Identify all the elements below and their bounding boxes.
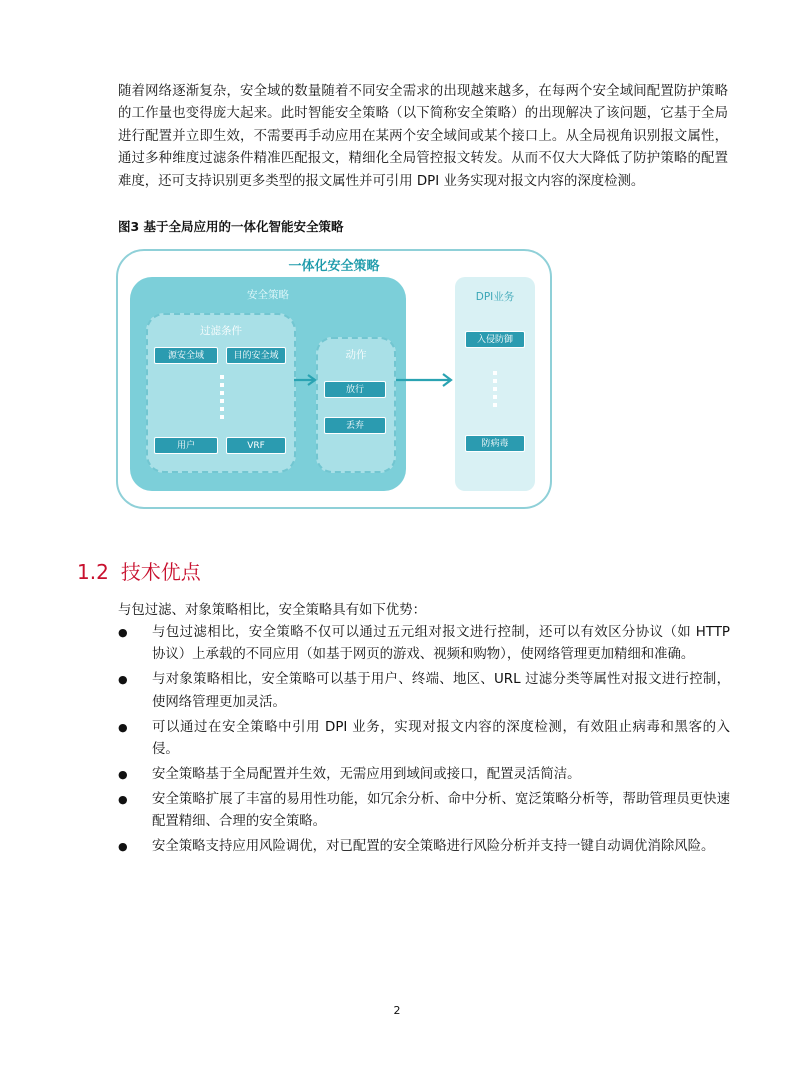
page-number: 2	[393, 1004, 401, 1017]
dpi-title: DPI业务	[475, 291, 515, 303]
body-paragraph: 随着网络逐渐复杂，安全域的数量随着不同安全需求的出现越来越多，在每两个安全域间配置防护策略的工作量也变得庞大起来。此时智能安全策略（以下简称安全策略）的出现解决了该问题，它基于全局进行配置并立即生效，不需要再手动应用在某两个安全域间或某个接口上。从全局视角识别报文属性，通过多种维度过滤条件精准匹配报文，精细化全局管控报文转发。从而不仅大大降低了防护策略的配置难度，还可支持识别更多类型的报文属性并可引用 DPI 业务实现对报文内容的深度检测。	[118, 84, 728, 189]
filter-chip-user: 用户	[154, 437, 218, 454]
list-item: ● 安全策略支持应用风险调优，对已配置的安全策略进行风险分析并支持一键自动调优消除风险。	[118, 836, 730, 858]
action-chip-permit: 放行	[324, 381, 386, 398]
action-title: 动作	[345, 349, 367, 361]
bullet-icon: ●	[118, 626, 128, 639]
filter-chip-dest-zone: 目的安全域	[226, 347, 286, 364]
bullet-icon: ●	[118, 720, 128, 734]
list-item: ● 安全策略扩展了丰富的易用性功能，如冗余分析、命中分析、宽泛策略分析等，帮助管理员更快速配置精细、合理的安全策略。	[118, 789, 730, 834]
figure-caption: 图3 基于全局应用的一体化智能安全策略	[118, 219, 344, 234]
advantages-list	[118, 622, 730, 861]
arrow-filter-to-action	[294, 375, 315, 385]
list-item: ● 与包过滤相比，安全策略不仅可以通过五元组对报文进行控制，还可以有效区分协议（如 HTTP 协议）上承载的不同应用（如基于网页的游戏、视频和购物），使网络管理更加精细和准确。	[118, 622, 730, 667]
outer-title: 一体化安全策略	[288, 259, 380, 274]
bullet-icon: ●	[118, 792, 128, 806]
bullet-icon: ●	[118, 673, 128, 687]
list-item: ● 可以通过在安全策略中引用 DPI 业务，实现对报文内容的深度检测，有效阻止病毒和黑客的入侵。	[118, 717, 730, 762]
policy-title: 安全策略	[247, 289, 289, 301]
list-item: ● 与对象策略相比，安全策略可以基于用户、终端、地区、URL 过滤分类等属性对报文进行控制，使网络管理更加灵活。	[118, 669, 730, 714]
section-title: 技术优点	[120, 560, 201, 584]
intro-text: 与包过滤、对象策略相比，安全策略具有如下优势：	[118, 603, 426, 618]
dpi-chip-antivirus: 防病毒	[465, 435, 525, 452]
arrow-action-to-dpi	[396, 374, 451, 386]
filter-chip-vrf: VRF	[226, 437, 286, 454]
action-chip-deny: 丢弃	[324, 417, 386, 434]
dpi-ellipsis-dots	[493, 371, 497, 411]
filter-chip-source-zone: 源安全域	[154, 347, 218, 364]
section-number: 1.2	[77, 560, 109, 584]
section-heading	[77, 556, 201, 585]
dpi-chip-ips: 入侵防御	[465, 331, 525, 348]
bullet-icon: ●	[118, 840, 128, 854]
list-item: ● 安全策略基于全局配置并生效，无需应用到域间或接口，配置灵活简洁。	[118, 764, 730, 786]
bullet-icon: ●	[118, 767, 128, 781]
dpi-service-box	[455, 277, 535, 491]
security-policy-diagram	[116, 249, 552, 509]
filter-title: 过滤条件	[200, 325, 242, 337]
